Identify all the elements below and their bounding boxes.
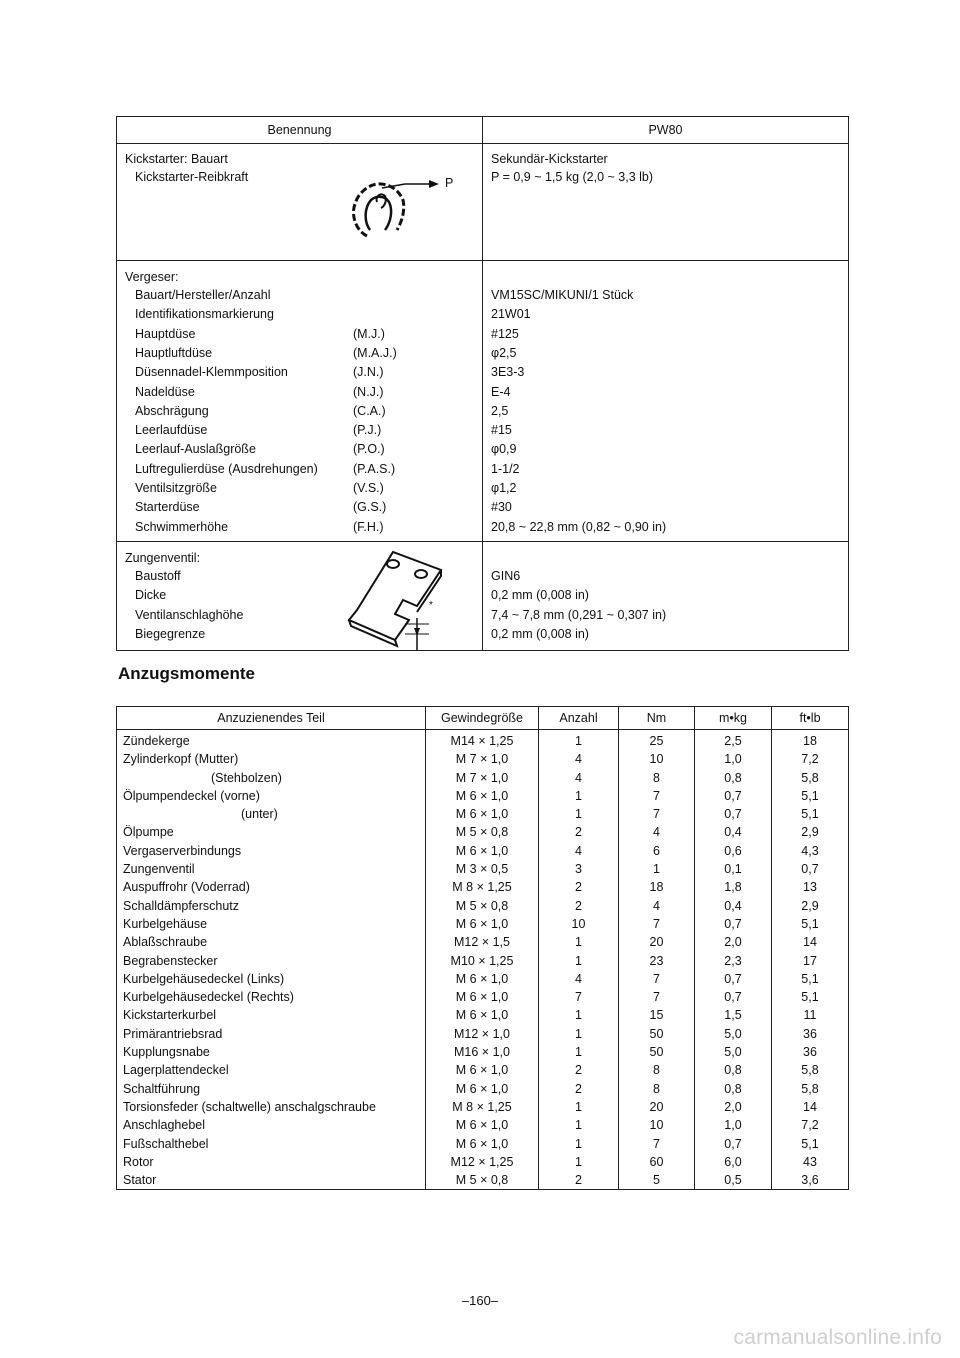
carb-item-code: (F.H.) [353, 519, 384, 534]
table-cell: 2 [539, 823, 619, 841]
table-cell: 4 [539, 970, 619, 988]
carb-item-code: (V.S.) [353, 481, 384, 495]
table-cell: 4 [539, 750, 619, 768]
carb-item-label: Hauptdüse [135, 326, 196, 341]
table-row [117, 1171, 849, 1190]
table-row [117, 1061, 849, 1079]
table-cell: M 7 × 1,0 [426, 750, 539, 768]
reed-title: Zungenventil: [125, 551, 201, 565]
table-cell: 50 [619, 1043, 695, 1061]
table-cell: 7 [619, 1135, 695, 1153]
table-row [117, 1135, 849, 1153]
table-cell: 5,1 [772, 988, 849, 1006]
table-cell: 5,0 [695, 1025, 772, 1043]
table-cell: 1 [539, 1135, 619, 1153]
table-cell: 10 [539, 915, 619, 933]
table-cell: 18 [619, 878, 695, 896]
table-cell: 1 [539, 730, 619, 751]
table-cell: 2,9 [772, 823, 849, 841]
carb-item-value: 1-1/2 [491, 461, 520, 476]
table-cell: 5,1 [772, 805, 849, 823]
table-cell: 0,7 [772, 860, 849, 878]
table-cell: Lagerplattendeckel [117, 1061, 426, 1079]
carb-item-label: Bauart/Hersteller/Anzahl [135, 288, 271, 302]
reed-value-cell [483, 542, 848, 650]
table-cell: 1,8 [695, 878, 772, 896]
carb-item-code: (C.A.) [353, 403, 386, 418]
carb-item-value: E-4 [491, 384, 511, 399]
table-cell: 7 [619, 970, 695, 988]
table-cell: 0,7 [695, 970, 772, 988]
table-cell: 2 [539, 1061, 619, 1079]
table-cell: M 6 × 1,0 [426, 787, 539, 805]
carb-item-label: Identifikationsmarkierung [135, 307, 274, 322]
table-row [117, 860, 849, 878]
table-cell: M16 × 1,0 [426, 1043, 539, 1061]
table-cell: Rotor [117, 1153, 426, 1171]
table-cell: Vergaserverbindungs [117, 842, 426, 860]
table-cell: Begrabenstecker [117, 952, 426, 970]
carb-item-code: (M.J.) [353, 326, 385, 341]
table-cell: 1 [539, 952, 619, 970]
table-cell: 5,1 [772, 1135, 849, 1153]
table-cell: M10 × 1,25 [426, 952, 539, 970]
table-cell: 20 [619, 933, 695, 951]
torque-header-ftlb: ft•lb [772, 707, 849, 730]
table-cell: Kurbelgehäusedeckel (Links) [117, 970, 426, 988]
table-cell: 0,8 [695, 1061, 772, 1079]
table-cell: 2 [539, 897, 619, 915]
reed-item-value: 7,4 ~ 7,8 mm (0,291 ~ 0,307 in) [491, 607, 667, 622]
kickstarter-gear-diagram [337, 164, 457, 254]
reed-item-label: Dicke [135, 588, 167, 603]
table-row [117, 1080, 849, 1098]
spec-table [116, 116, 849, 651]
table-cell: Schaltführung [117, 1080, 426, 1098]
table-cell: 0,5 [695, 1171, 772, 1190]
table-cell: 4 [539, 842, 619, 860]
torque-table [116, 706, 849, 1190]
table-cell: 14 [772, 1098, 849, 1116]
table-cell: 0,7 [695, 988, 772, 1006]
table-cell: Zungenventil [117, 860, 426, 878]
carb-item-value: VM15SC/MIKUNI/1 Stück [491, 288, 634, 302]
table-cell: 0,8 [695, 1080, 772, 1098]
reed-item-label: Ventilanschlaghöhe [135, 607, 244, 622]
spec-header-benennung: Benennung [117, 117, 483, 144]
table-cell: 6,0 [695, 1153, 772, 1171]
table-row [117, 1025, 849, 1043]
carb-item-code: (P.A.S.) [353, 461, 396, 476]
table-cell: 2,0 [695, 1098, 772, 1116]
table-cell: M 6 × 1,0 [426, 805, 539, 823]
reed-item-label: Biegegrenze [135, 626, 206, 641]
table-cell: Torsionsfeder (schaltwelle) anschalgschraube [117, 1098, 426, 1116]
table-cell: 4 [619, 823, 695, 841]
reed-item-value: 0,2 mm (0,008 in) [491, 588, 589, 603]
table-cell: 13 [772, 878, 849, 896]
table-cell: 0,6 [695, 842, 772, 860]
table-cell: Kupplungsnabe [117, 1043, 426, 1061]
table-cell: 1,0 [695, 1116, 772, 1134]
table-cell: M 6 × 1,0 [426, 1061, 539, 1079]
table-row [117, 878, 849, 896]
carb-title: Vergeser: [125, 270, 179, 284]
table-cell: 23 [619, 952, 695, 970]
table-cell: (unter) [117, 805, 426, 823]
table-cell: M12 × 1,5 [426, 933, 539, 951]
reed-item-value: 0,2 mm (0,008 in) [491, 626, 589, 641]
table-cell: 10 [619, 1116, 695, 1134]
table-cell: 10 [619, 750, 695, 768]
table-cell: Ölpumpendeckel (vorne) [117, 787, 426, 805]
table-cell: 4,3 [772, 842, 849, 860]
carb-item-value: φ1,2 [491, 481, 517, 495]
table-cell: 1 [539, 1153, 619, 1171]
table-cell: Fußschalthebel [117, 1135, 426, 1153]
table-cell: M 5 × 0,8 [426, 1171, 539, 1190]
table-cell: 1,5 [695, 1006, 772, 1024]
table-cell: 2,3 [695, 952, 772, 970]
table-row [117, 915, 849, 933]
carb-item-value: #15 [491, 423, 512, 438]
torque-header-thread: Gewindegröße [426, 707, 539, 730]
table-row [117, 897, 849, 915]
table-cell: 1 [619, 860, 695, 878]
table-cell: M 7 × 1,0 [426, 769, 539, 787]
table-cell: 36 [772, 1025, 849, 1043]
table-cell: 2 [539, 1171, 619, 1190]
table-cell: 1 [539, 1098, 619, 1116]
watermark: carmanualsonline.info [733, 1326, 942, 1349]
table-cell: M14 × 1,25 [426, 730, 539, 751]
table-row [117, 769, 849, 787]
table-cell: 1 [539, 1043, 619, 1061]
table-cell: M 5 × 0,8 [426, 823, 539, 841]
table-cell: 0,7 [695, 787, 772, 805]
torque-header-count: Anzahl [539, 707, 619, 730]
carb-item-label: Düsennadel-Klemmposition [135, 365, 288, 380]
carb-item-code: (J.N.) [353, 365, 384, 380]
table-row [117, 970, 849, 988]
table-cell: M 6 × 1,0 [426, 915, 539, 933]
torque-header-part: Anzuzienendes Teil [117, 707, 426, 730]
table-row [117, 787, 849, 805]
table-cell: Stator [117, 1171, 426, 1190]
table-cell: 2,9 [772, 897, 849, 915]
table-cell: 11 [772, 1006, 849, 1024]
reed-item-value: GIN6 [491, 569, 521, 583]
table-cell: Kurbelgehäuse [117, 915, 426, 933]
table-cell: M 8 × 1,25 [426, 1098, 539, 1116]
carb-item-value: 21W01 [491, 307, 531, 322]
table-row [117, 1116, 849, 1134]
table-cell: M12 × 1,0 [426, 1025, 539, 1043]
table-cell: 5,8 [772, 1080, 849, 1098]
table-cell: 14 [772, 933, 849, 951]
table-cell: M 6 × 1,0 [426, 1116, 539, 1134]
table-cell: Zündekerge [117, 730, 426, 751]
kick-force-value: P = 0,9 ~ 1,5 kg (2,0 ~ 3,3 lb) [491, 170, 654, 184]
spec-row-carburetor [117, 261, 849, 542]
table-cell: 0,7 [695, 915, 772, 933]
table-cell: 25 [619, 730, 695, 751]
table-row [117, 750, 849, 768]
table-cell: Kurbelgehäusedeckel (Rechts) [117, 988, 426, 1006]
carb-item-label: Hauptluftdüse [135, 345, 213, 360]
table-row [117, 988, 849, 1006]
section-title: Anzugsmomente [118, 664, 255, 683]
spec-row-kickstarter [117, 144, 849, 261]
table-cell: Primärantriebsrad [117, 1025, 426, 1043]
carb-item-value: 3E3-3 [491, 365, 525, 380]
carb-item-value: φ2,5 [491, 345, 517, 360]
table-cell: 0,1 [695, 860, 772, 878]
reed-valve-diagram [329, 544, 449, 650]
table-row [117, 1006, 849, 1024]
table-cell: 1 [539, 805, 619, 823]
reed-item-label: Baustoff [135, 569, 181, 583]
table-cell: 5,1 [772, 970, 849, 988]
table-cell: M 6 × 1,0 [426, 842, 539, 860]
table-cell: 20 [619, 1098, 695, 1116]
carb-item-value: #125 [491, 326, 519, 341]
torque-header-row [117, 707, 849, 730]
table-cell: 5,8 [772, 1061, 849, 1079]
torque-header-nm: Nm [619, 707, 695, 730]
table-cell: 43 [772, 1153, 849, 1171]
carb-item-label: Leerlauf-Auslaßgröße [135, 442, 256, 457]
carb-item-label: Abschrägung [135, 403, 209, 418]
table-cell: M 3 × 0,5 [426, 860, 539, 878]
table-cell: M 6 × 1,0 [426, 1135, 539, 1153]
page-number: –160– [461, 1293, 499, 1308]
table-cell: Anschlaghebel [117, 1116, 426, 1134]
kick-force-label: Kickstarter-Reibkraft [135, 170, 249, 184]
table-cell: 0,8 [695, 769, 772, 787]
spec-header-row [117, 117, 849, 144]
reed-label-cell [117, 542, 482, 650]
carb-item-value: #30 [491, 500, 512, 515]
carb-item-code: (N.J.) [353, 384, 384, 399]
table-row [117, 823, 849, 841]
carb-item-label: Luftregulierdüse (Ausdrehungen) [135, 461, 318, 476]
table-cell: Auspuffrohr (Voderrad) [117, 878, 426, 896]
table-cell: 2,5 [695, 730, 772, 751]
table-row [117, 952, 849, 970]
table-cell: 7,2 [772, 1116, 849, 1134]
carb-item-value: 2,5 [491, 403, 509, 418]
table-cell: M 6 × 1,0 [426, 1080, 539, 1098]
table-cell: Ölpumpe [117, 823, 426, 841]
table-cell: 36 [772, 1043, 849, 1061]
table-cell: M 6 × 1,0 [426, 970, 539, 988]
table-cell: 5,1 [772, 915, 849, 933]
table-cell: 0,4 [695, 823, 772, 841]
carb-item-code: (G.S.) [353, 500, 387, 515]
carb-item-code: (P.J.) [353, 423, 382, 438]
table-cell: 7 [619, 805, 695, 823]
table-cell: 0,7 [695, 805, 772, 823]
carb-item-value: 20,8 ~ 22,8 mm (0,82 ~ 0,90 in) [491, 519, 667, 534]
carb-item-label: Ventilsitzgröße [135, 481, 217, 495]
reed-diagram-mark: * [429, 600, 433, 611]
table-cell: 7 [619, 787, 695, 805]
table-cell: 8 [619, 1080, 695, 1098]
carb-item-label: Starterdüse [135, 500, 200, 515]
table-cell: 8 [619, 1061, 695, 1079]
spec-header-model: PW80 [483, 117, 849, 144]
table-cell: 3,6 [772, 1171, 849, 1190]
table-cell: Kickstarterkurbel [117, 1006, 426, 1024]
carb-item-label: Nadeldüse [135, 384, 195, 399]
table-row [117, 1043, 849, 1061]
kick-label-cell [117, 144, 482, 260]
kick-type-value: Sekundär-Kickstarter [491, 152, 608, 166]
table-cell: 15 [619, 1006, 695, 1024]
table-cell: 1 [539, 1006, 619, 1024]
table-row [117, 842, 849, 860]
table-cell: M 6 × 1,0 [426, 1006, 539, 1024]
torque-header-mkg: m•kg [695, 707, 772, 730]
table-cell: 7 [619, 988, 695, 1006]
table-cell: 17 [772, 952, 849, 970]
table-cell: 60 [619, 1153, 695, 1171]
table-row [117, 1153, 849, 1171]
table-cell: 18 [772, 730, 849, 751]
table-cell: 7 [539, 988, 619, 1006]
table-cell: 4 [619, 897, 695, 915]
carb-label-cell [117, 261, 482, 541]
table-row [117, 805, 849, 823]
table-cell: 1,0 [695, 750, 772, 768]
carb-item-value: φ0,9 [491, 442, 517, 457]
carb-item-label: Leerlaufdüse [135, 423, 208, 438]
carb-item-label: Schwimmerhöhe [135, 519, 229, 534]
kick-value-cell [483, 144, 848, 260]
table-cell: (Stehbolzen) [117, 769, 426, 787]
spec-row-reed-valve [117, 542, 849, 651]
table-cell: 5,8 [772, 769, 849, 787]
table-cell: 2 [539, 1080, 619, 1098]
table-cell: 3 [539, 860, 619, 878]
table-cell: 7 [619, 915, 695, 933]
table-cell: M 6 × 1,0 [426, 988, 539, 1006]
table-cell: 6 [619, 842, 695, 860]
table-cell: 1 [539, 787, 619, 805]
table-cell: Zylinderkopf (Mutter) [117, 750, 426, 768]
table-row [117, 730, 849, 751]
table-row [117, 933, 849, 951]
carb-value-cell [483, 261, 848, 541]
torque-body [117, 730, 849, 1190]
table-cell: 2,0 [695, 933, 772, 951]
table-cell: M12 × 1,25 [426, 1153, 539, 1171]
table-cell: 1 [539, 933, 619, 951]
table-cell: 1 [539, 1116, 619, 1134]
table-cell: 50 [619, 1025, 695, 1043]
table-cell: M 8 × 1,25 [426, 878, 539, 896]
table-cell: 8 [619, 769, 695, 787]
table-cell: 0,7 [695, 1135, 772, 1153]
kick-diagram-label: P [445, 176, 454, 190]
table-cell: 0,4 [695, 897, 772, 915]
table-cell: 1 [539, 1025, 619, 1043]
table-cell: 5,1 [772, 787, 849, 805]
table-row [117, 1098, 849, 1116]
table-cell: Ablaßschraube [117, 933, 426, 951]
table-cell: 5,0 [695, 1043, 772, 1061]
table-cell: 7,2 [772, 750, 849, 768]
table-cell: 2 [539, 878, 619, 896]
table-cell: 5 [619, 1171, 695, 1190]
carb-item-code: (P.O.) [353, 442, 385, 457]
carb-item-code: (M.A.J.) [353, 345, 397, 360]
table-cell: Schalldämpferschutz [117, 897, 426, 915]
kick-type-label: Kickstarter: Bauart [125, 152, 228, 166]
table-cell: 4 [539, 769, 619, 787]
table-cell: M 5 × 0,8 [426, 897, 539, 915]
